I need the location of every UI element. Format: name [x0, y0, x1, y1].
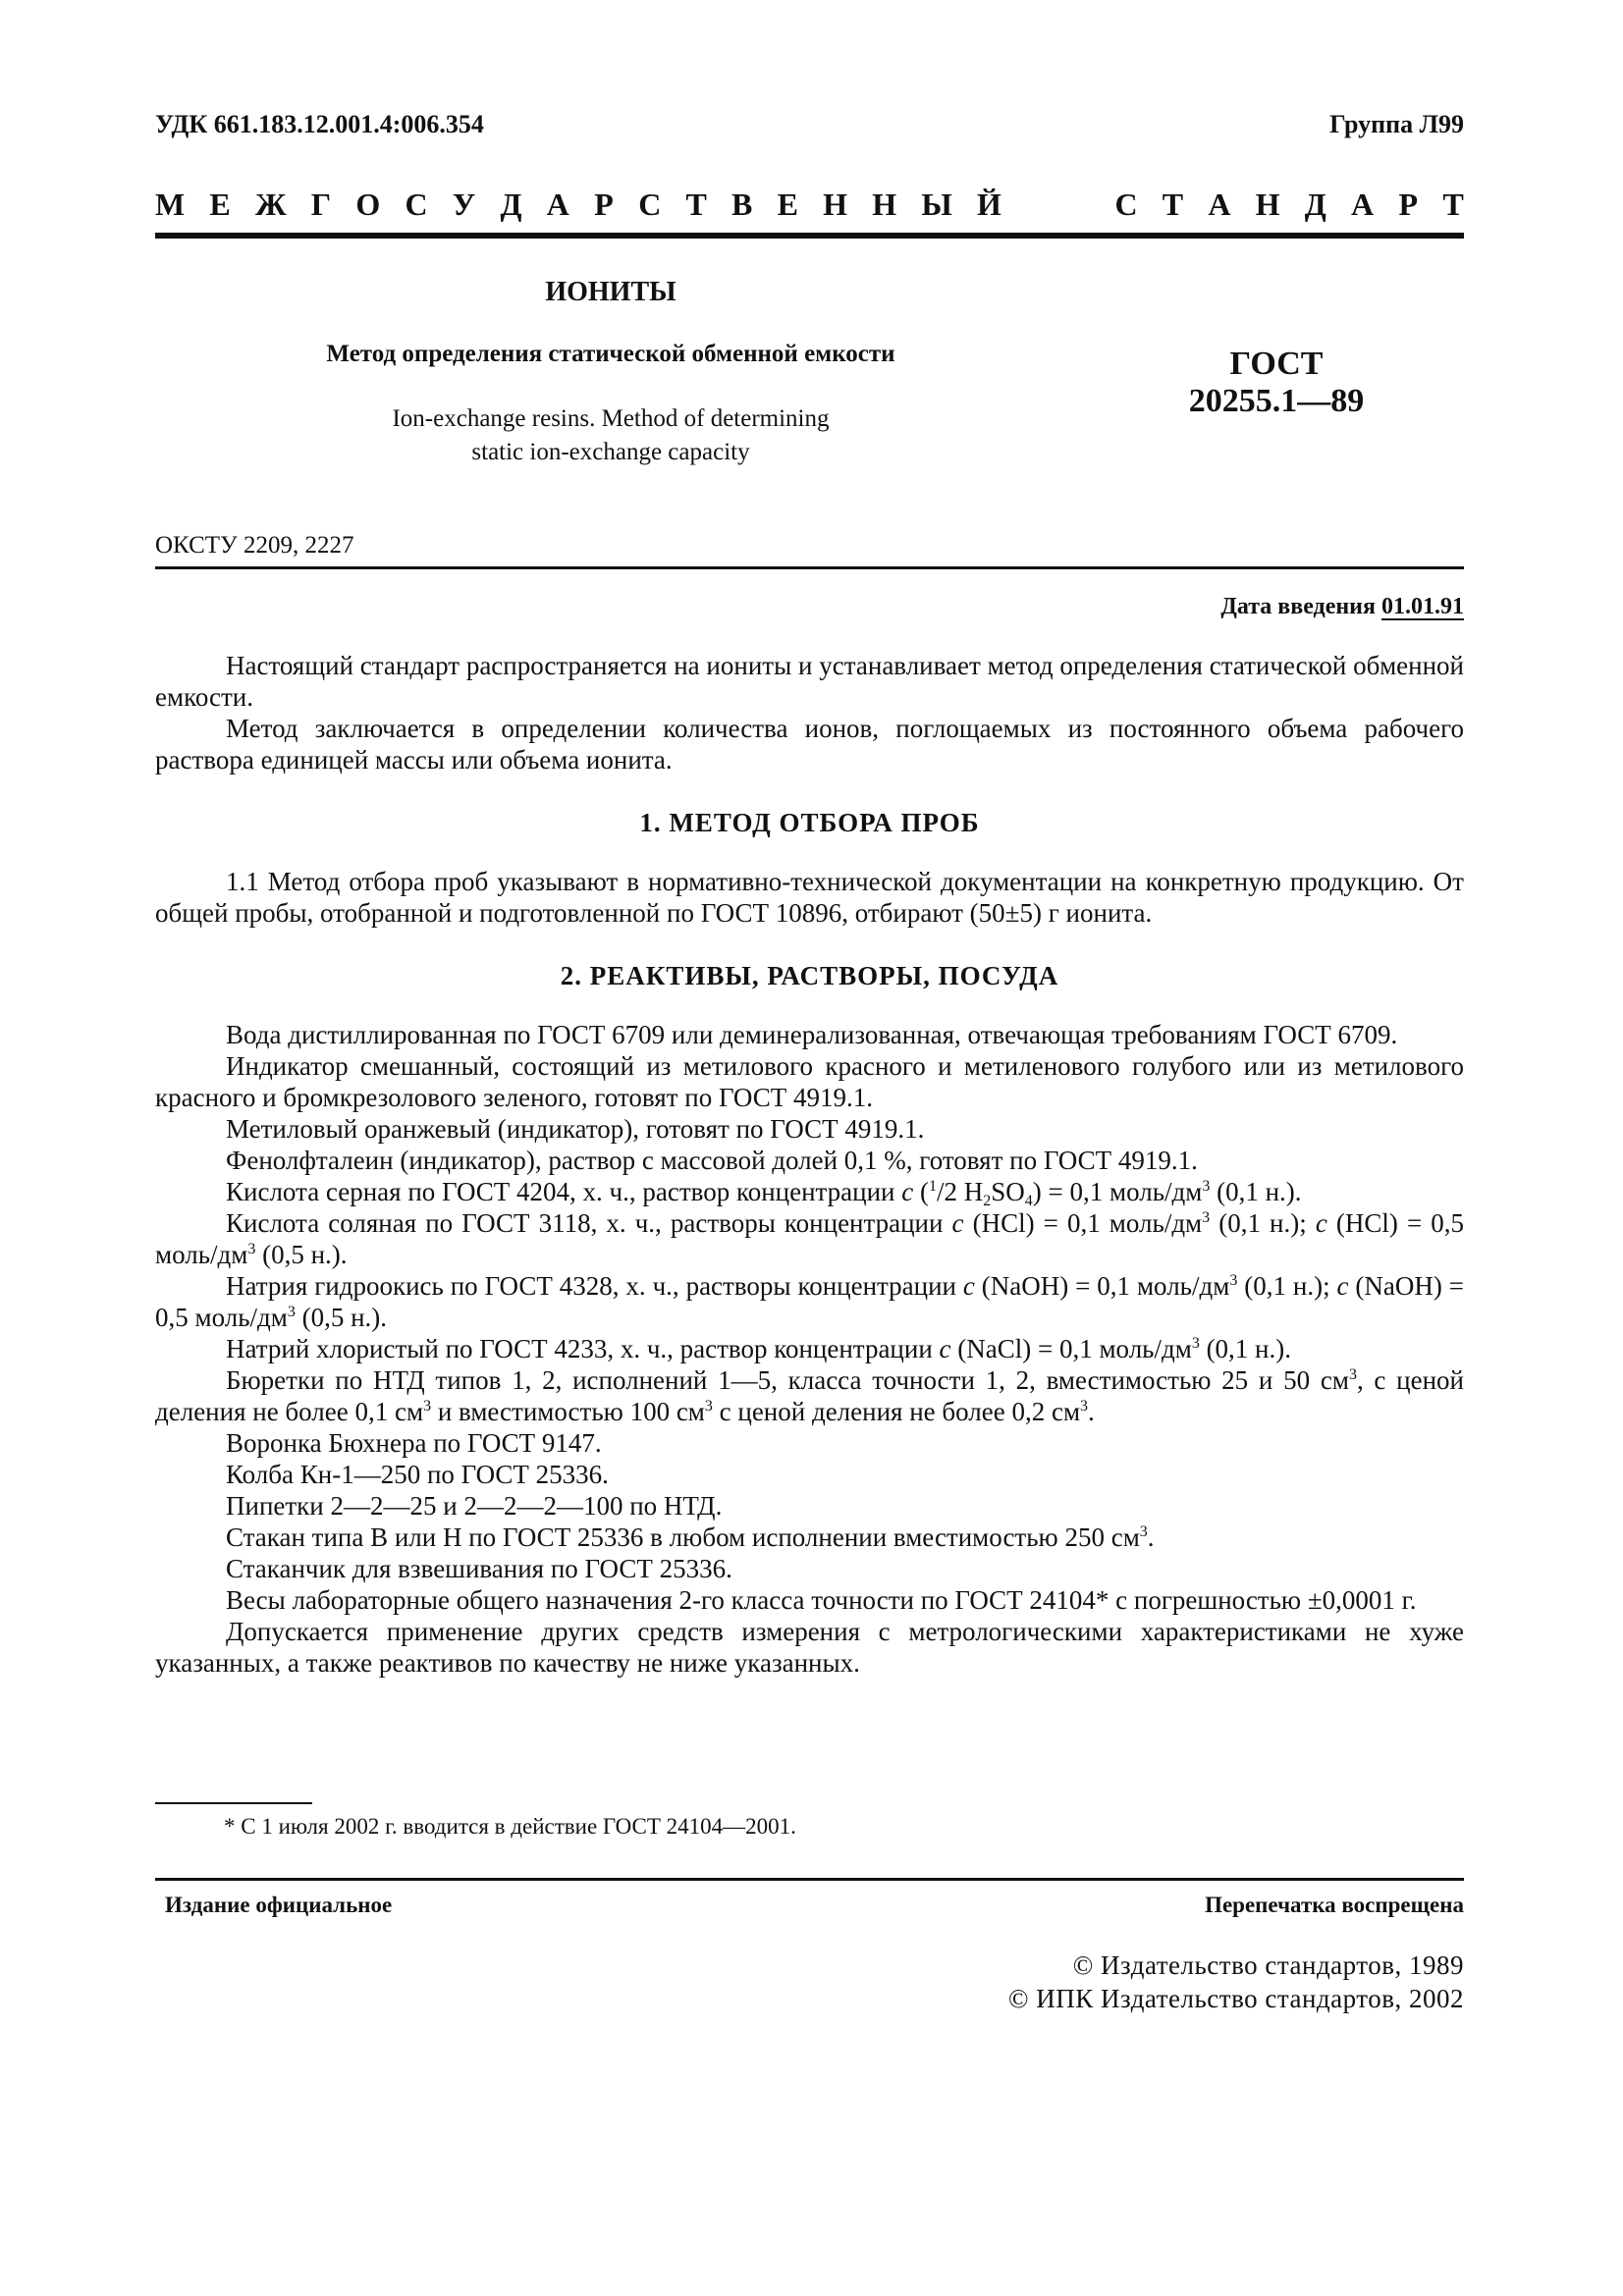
banner-letter: Н [823, 187, 848, 222]
banner-letter: Т [1442, 187, 1464, 222]
copyright-line-2: © ИПК Издательство стандартов, 2002 [1008, 1984, 1464, 2013]
footnote: * С 1 июля 2002 г. вводится в действие ГОСТ 24104—2001. [224, 1814, 796, 1839]
gost-number: 20255.1—89 [1188, 383, 1365, 419]
section-1-heading: 1. МЕТОД ОТБОРА ПРОБ [639, 808, 980, 837]
banner-letter [1026, 187, 1046, 223]
group-code: Группа Л99 [1329, 110, 1464, 138]
banner-letter: Е [777, 187, 798, 222]
udk-code: УДК 661.183.12.001.4:006.354 [155, 110, 484, 138]
banner-letter: Т [685, 187, 707, 222]
document-subtitle: Метод определения статической обменной емкости [326, 341, 895, 367]
banner-letter: С [1114, 187, 1138, 222]
reagent-mixed-indicator: Индикатор смешанный, состоящий из метилового красного и метиленового голубого или из метилового красного и бромкрезолового зеленого, готовят по ГОСТ 4919.1. [155, 1051, 1464, 1112]
banner-letter: А [546, 187, 569, 222]
banner-letter: Е [209, 187, 231, 222]
banner-letter: Т [1162, 187, 1184, 222]
banner-letter: А [1350, 187, 1375, 222]
banner-letter: А [1208, 187, 1231, 222]
intro-paragraph: Метод заключается в определении количества ионов, поглощаемых из постоянного объема рабочего раствора единицей массы или объема ионита. [155, 714, 1464, 774]
equipment-funnel: Воронка Бюхнера по ГОСТ 9147. [226, 1428, 602, 1458]
document-body [155, 650, 1464, 1679]
reprint-prohibited-label: Перепечатка воспрещена [1205, 1893, 1464, 1917]
introduction-date [1220, 594, 1464, 620]
banner-letter: Н [1255, 187, 1280, 222]
banner-letter: Ж [254, 187, 287, 222]
banner-letter: Р [594, 187, 614, 222]
banner-letter: О [355, 187, 381, 222]
reagent-phenolphthalein: Фенолфталеин (индикатор), раствор с массовой долей 0,1 %, готовят по ГОСТ 4919.1. [226, 1146, 1198, 1175]
gost-designation [1149, 346, 1404, 420]
footnote-rule [155, 1802, 312, 1804]
banner-letter: Д [500, 187, 522, 222]
interstate-standard-banner [155, 187, 1464, 223]
banner-rule [155, 233, 1464, 239]
document-title: ИОНИТЫ [545, 277, 676, 307]
equipment-burettes: Бюретки по НТД типов 1, 2, исполнений 1—5, класса точности 1, 2, вместимостью 25 и 50 $см^3$, с ценой деления не более 0,1 $см^3$ и вместимостью 100 $см^3$ с ценой деления не более 0,2 $см^3$. [155, 1365, 1464, 1426]
reagent-hydrochloric-acid: Кислота соляная по ГОСТ 3118, х. ч., растворы концентрации c (HCl) = 0,1 моль/$дм^3$ (0,1 н.); c (HCl) = 0,5 моль/$дм^3$ (0,5 н.). [155, 1208, 1465, 1269]
banner-letter: Д [1304, 187, 1326, 222]
gost-label: ГОСТ [1229, 346, 1324, 382]
banner-letter: М [155, 187, 186, 222]
introduction-date-label: Дата введения [1220, 594, 1376, 619]
copyright-line-1: © Издательство стандартов, 1989 [1072, 1950, 1464, 1980]
oks-code: ОКСТУ 2209, 2227 [155, 532, 354, 559]
allowed-substitutes: Допускается применение других средств измерения с метрологическими характеристиками не хуже указанных, а также реактивов по качеству не ниже указанных. [155, 1617, 1464, 1678]
introduction-date-value: 01.01.91 [1381, 594, 1464, 619]
banner-letter: В [731, 187, 753, 222]
official-edition-label: Издание официальное [165, 1893, 393, 1917]
equipment-flask: Колба Кн-1—250 по ГОСТ 25336. [226, 1460, 609, 1489]
banner-letter: У [452, 187, 476, 222]
equipment-scales: Весы лабораторные общего назначения 2-го класса точности по ГОСТ 24104* с погрешностью ±0,0001 г. [226, 1585, 1417, 1615]
section-1-paragraph: 1.1 Метод отбора проб указывают в нормативно-технической документации на конкретную продукцию. От общей пробы, отобранной и подготовленной по ГОСТ 10896, отбирают (50±5) г ионита. [155, 867, 1464, 928]
reagent-water: Вода дистиллированная по ГОСТ 6709 или деминерализованная, отвечающая требованиям ГОСТ 6709. [226, 1020, 1398, 1049]
equipment-weighing-cup: Стаканчик для взвешивания по ГОСТ 25336. [226, 1554, 732, 1583]
reagent-sodium-hydroxide: Натрия гидроокись по ГОСТ 4328, х. ч., растворы концентрации c (NaOH) = 0,1 моль/$дм^3$ (0,1 н.); c (NaOH) = 0,5 моль/$дм^3$ (0,5 н.). [155, 1271, 1464, 1332]
equipment-pipettes: Пипетки 2—2—25 и 2—2—2—100 по НТД. [226, 1491, 723, 1521]
copyright-block [1008, 1949, 1464, 2015]
equipment-beaker: Стакан типа В или Н по ГОСТ 25336 в любом исполнении вместимостью 250 $см^3$. [226, 1522, 1155, 1552]
banner-letter: Р [1398, 187, 1419, 222]
oks-rule [155, 566, 1464, 569]
intro-paragraph: Настоящий стандарт распространяется на иониты и устанавливает метод определения статической обменной емкости. [155, 651, 1464, 712]
reagent-methyl-orange: Метиловый оранжевый (индикатор), готовят по ГОСТ 4919.1. [226, 1114, 925, 1144]
banner-letter: Г [310, 187, 332, 222]
banner-letter: Й [976, 187, 1001, 222]
banner-letter: С [638, 187, 662, 222]
banner-letter: Н [872, 187, 897, 222]
banner-letter: С [405, 187, 428, 222]
english-title-line-2: static ion-exchange capacity [471, 439, 750, 465]
reagent-sodium-chloride: Натрий хлористый по ГОСТ 4233, х. ч., раствор концентрации c (NaCl) = 0,1 моль/$дм^3$ (0,1 н.). [226, 1334, 1291, 1363]
banner-letter [1070, 187, 1090, 223]
english-title-line-1: Ion-exchange resins. Method of determining [392, 405, 830, 432]
banner-letter: Ы [921, 187, 952, 222]
footer-rule [155, 1878, 1464, 1881]
section-2-heading: 2. РЕАКТИВЫ, РАСТВОРЫ, ПОСУДА [560, 961, 1059, 990]
reagent-sulfuric-acid: Кислота серная по ГОСТ 4204, х. ч., раствор концентрации c ($^1$/2 $H_2SO_4) = 0,1$ моль/$дм^3$ (0,1 н.). [226, 1177, 1302, 1209]
english-title [155, 402, 1066, 469]
